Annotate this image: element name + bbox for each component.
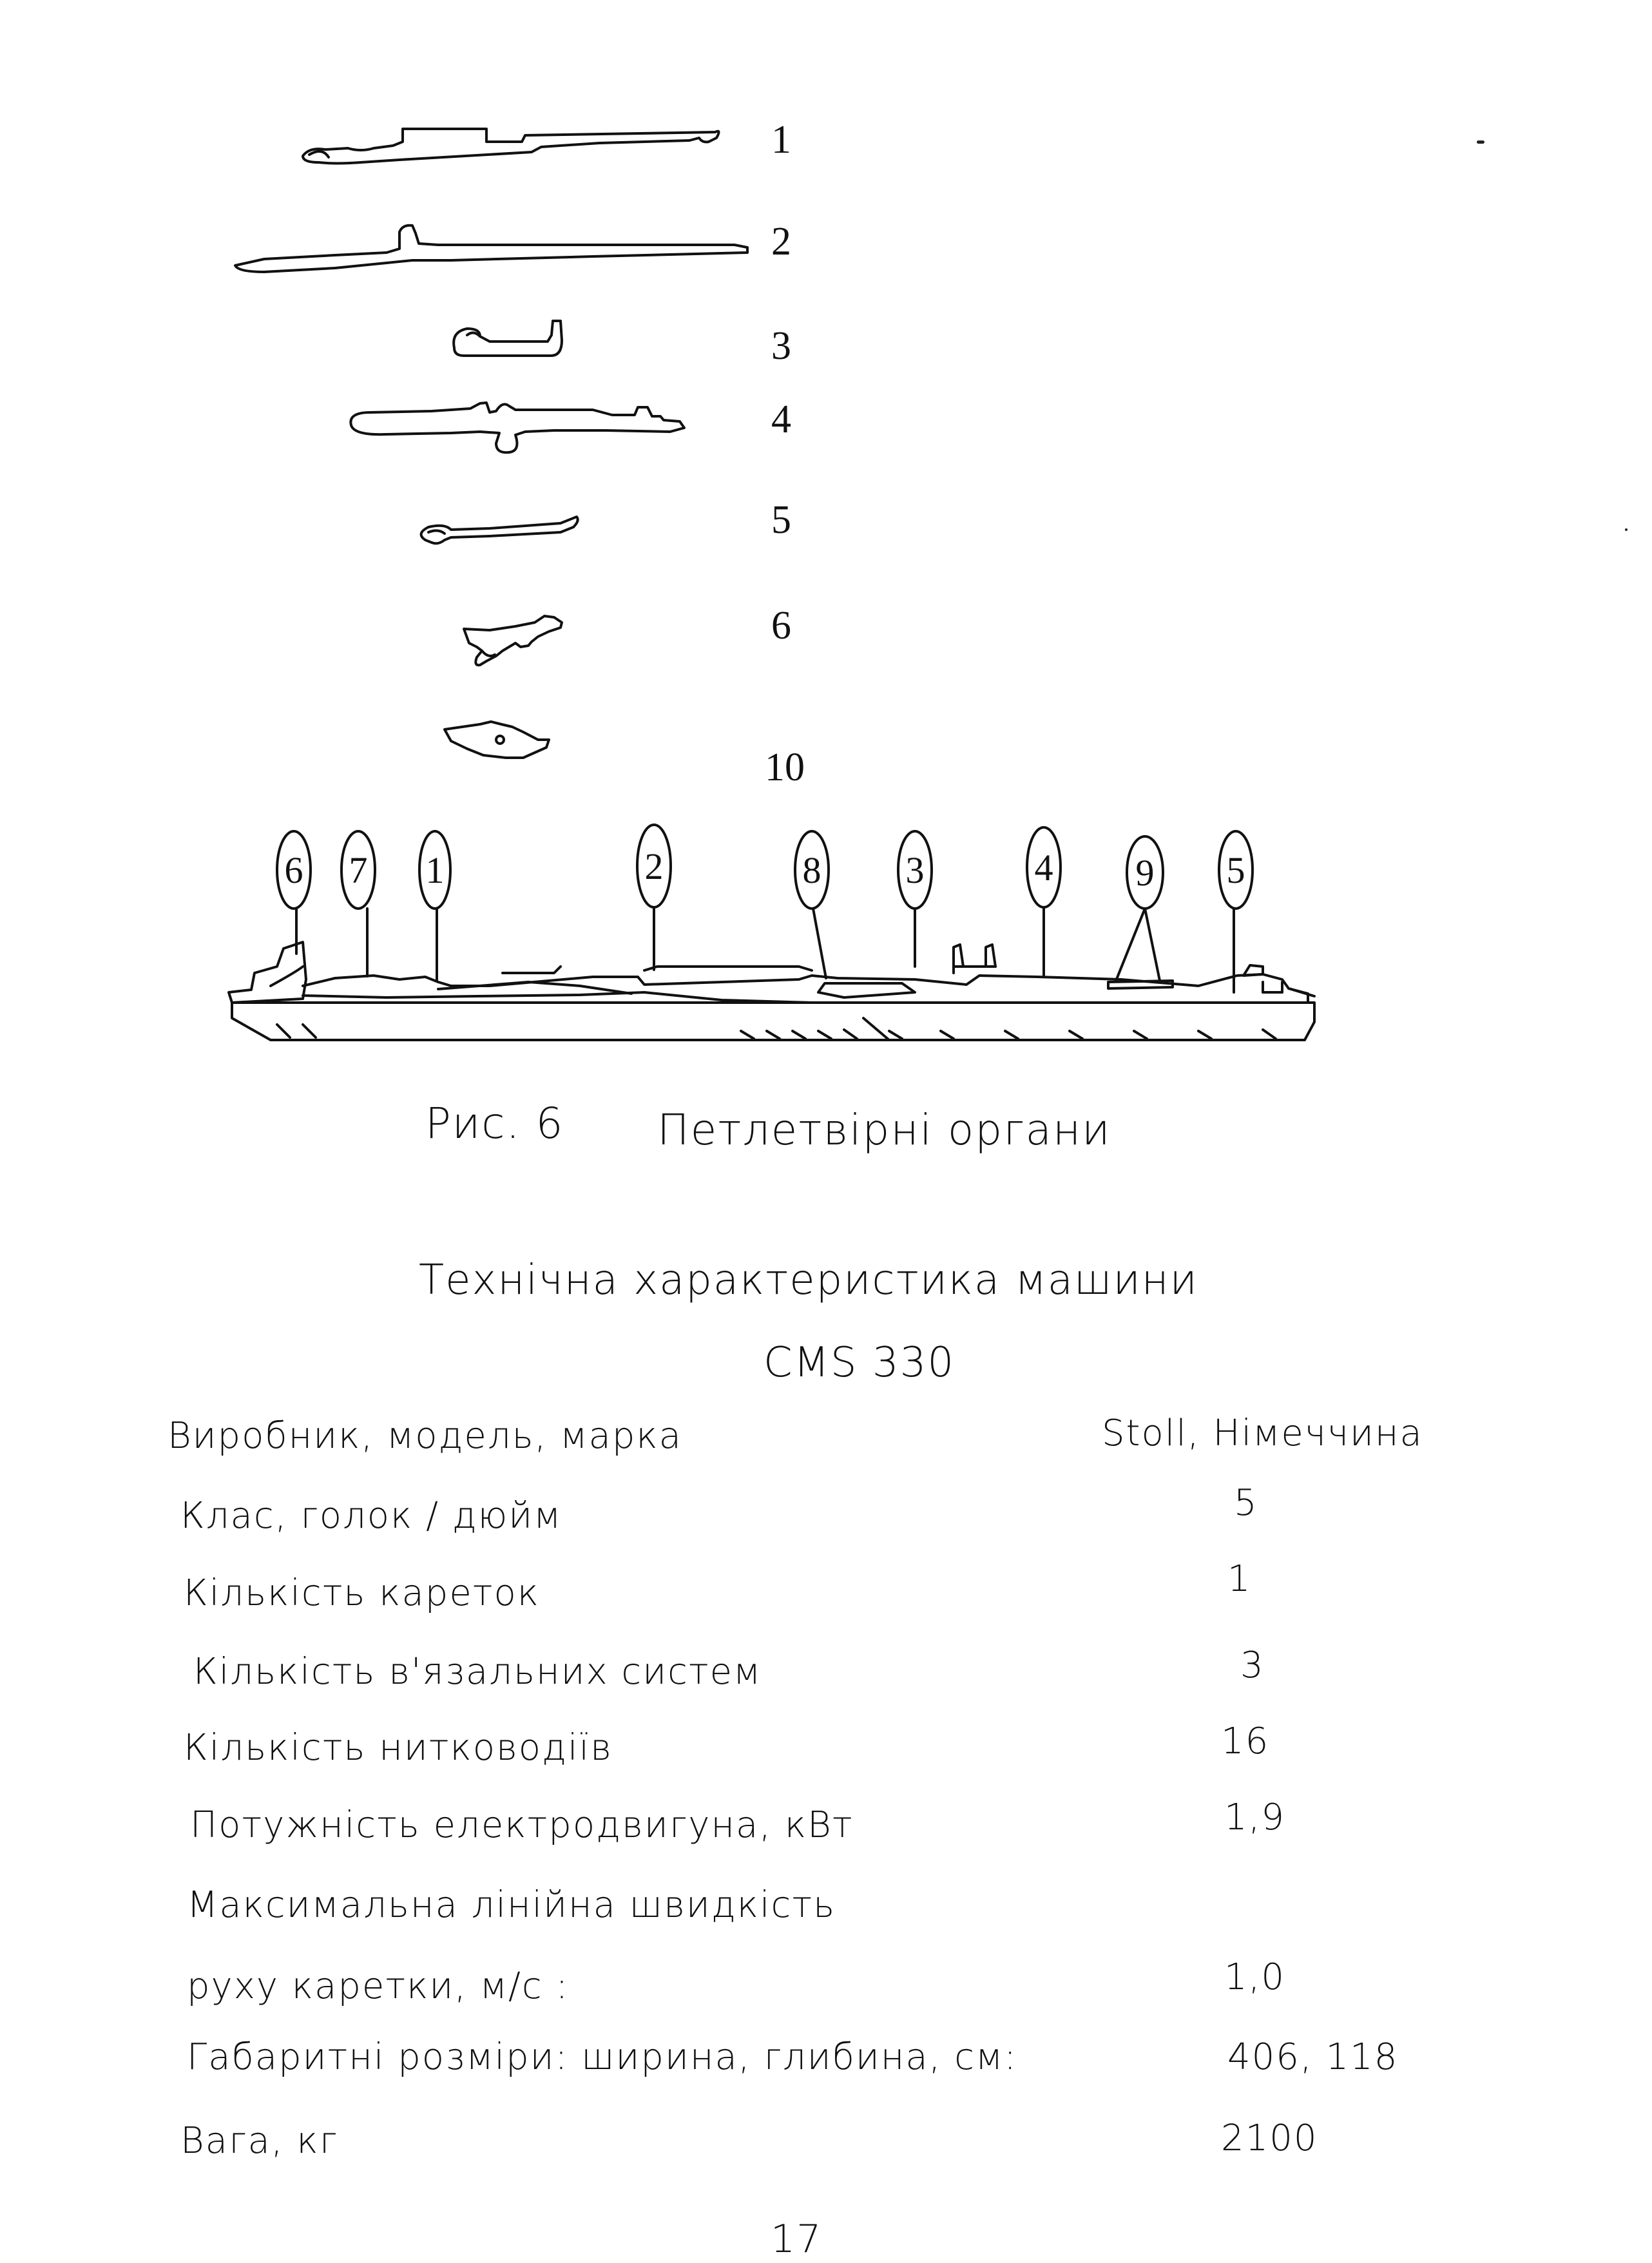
spec-label-gauge: Клас, голок / дюйм xyxy=(180,1495,562,1537)
page-number: 17 xyxy=(771,2217,823,2262)
callout-3 xyxy=(898,831,932,909)
spec-label-max-speed: Максимальна лінійна швидкість xyxy=(187,1884,836,1926)
callout-6 xyxy=(277,831,311,909)
svg-text:7: 7 xyxy=(349,849,368,891)
spec-label-power: Потужність електродвигуна, кВт xyxy=(190,1804,854,1846)
scan-speck xyxy=(1477,140,1484,144)
spec-title: Технічна характеристика машини xyxy=(419,1257,1198,1304)
spec-value-weight: 2100 xyxy=(1221,2117,1318,2159)
callout-9 xyxy=(1127,836,1163,909)
part-10-number: 10 xyxy=(765,746,805,789)
svg-text:8: 8 xyxy=(802,849,821,891)
part-2-number: 2 xyxy=(771,220,791,264)
spec-value-carriage-speed: 1,0 xyxy=(1224,1956,1286,1998)
svg-text:3: 3 xyxy=(905,849,925,891)
part-1-number: 1 xyxy=(771,118,791,162)
part-4-number: 4 xyxy=(771,398,791,441)
spec-label-manufacturer: Виробник, модель, марка xyxy=(168,1415,682,1457)
svg-text:6: 6 xyxy=(284,849,303,891)
svg-text:2: 2 xyxy=(644,845,664,887)
spec-label-systems: Кількість в'язальних систем xyxy=(193,1651,762,1693)
svg-text:1: 1 xyxy=(425,849,445,891)
callout-4 xyxy=(1027,827,1061,907)
part-6-number: 6 xyxy=(771,604,791,648)
callout-7 xyxy=(341,831,375,909)
spec-value-systems: 3 xyxy=(1240,1644,1265,1686)
spec-value-carriages: 1 xyxy=(1227,1558,1252,1600)
svg-text:4: 4 xyxy=(1034,847,1053,889)
callout-5 xyxy=(1219,831,1253,909)
svg-text:5: 5 xyxy=(1226,849,1245,891)
scan-speck xyxy=(1625,528,1628,531)
spec-value-power: 1,9 xyxy=(1224,1796,1286,1838)
spec-label-dimensions: Габаритні розміри: ширина, глибина, см: xyxy=(187,2036,1018,2078)
part-3-number: 3 xyxy=(771,324,791,368)
spec-value-manufacturer: Stoll, Німеччина xyxy=(1102,1412,1423,1454)
spec-label-weight: Вага, кг xyxy=(180,2120,339,2162)
callout-2 xyxy=(637,825,671,907)
figure-number: Рис. 6 xyxy=(425,1099,564,1148)
svg-text:9: 9 xyxy=(1135,852,1155,894)
callout-1 xyxy=(419,831,450,909)
part-5-number: 5 xyxy=(771,498,791,542)
spec-model: CMS 330 xyxy=(764,1339,956,1387)
spec-value-yarn-carriers: 16 xyxy=(1221,1720,1270,1762)
spec-label-yarn-carriers: Кількість нитководіїв xyxy=(184,1727,613,1769)
bed-hatching xyxy=(277,1025,1276,1039)
figure-title: Петлетвірні органи xyxy=(657,1105,1111,1155)
spec-label-carriage-speed: руху каретки, м/с : xyxy=(187,1965,570,2007)
spec-label-carriages: Кількість кареток xyxy=(184,1572,541,1614)
callout-8 xyxy=(795,831,829,909)
spec-value-dimensions: 406, 118 xyxy=(1227,2036,1399,2078)
spec-value-gauge: 5 xyxy=(1234,1482,1258,1524)
